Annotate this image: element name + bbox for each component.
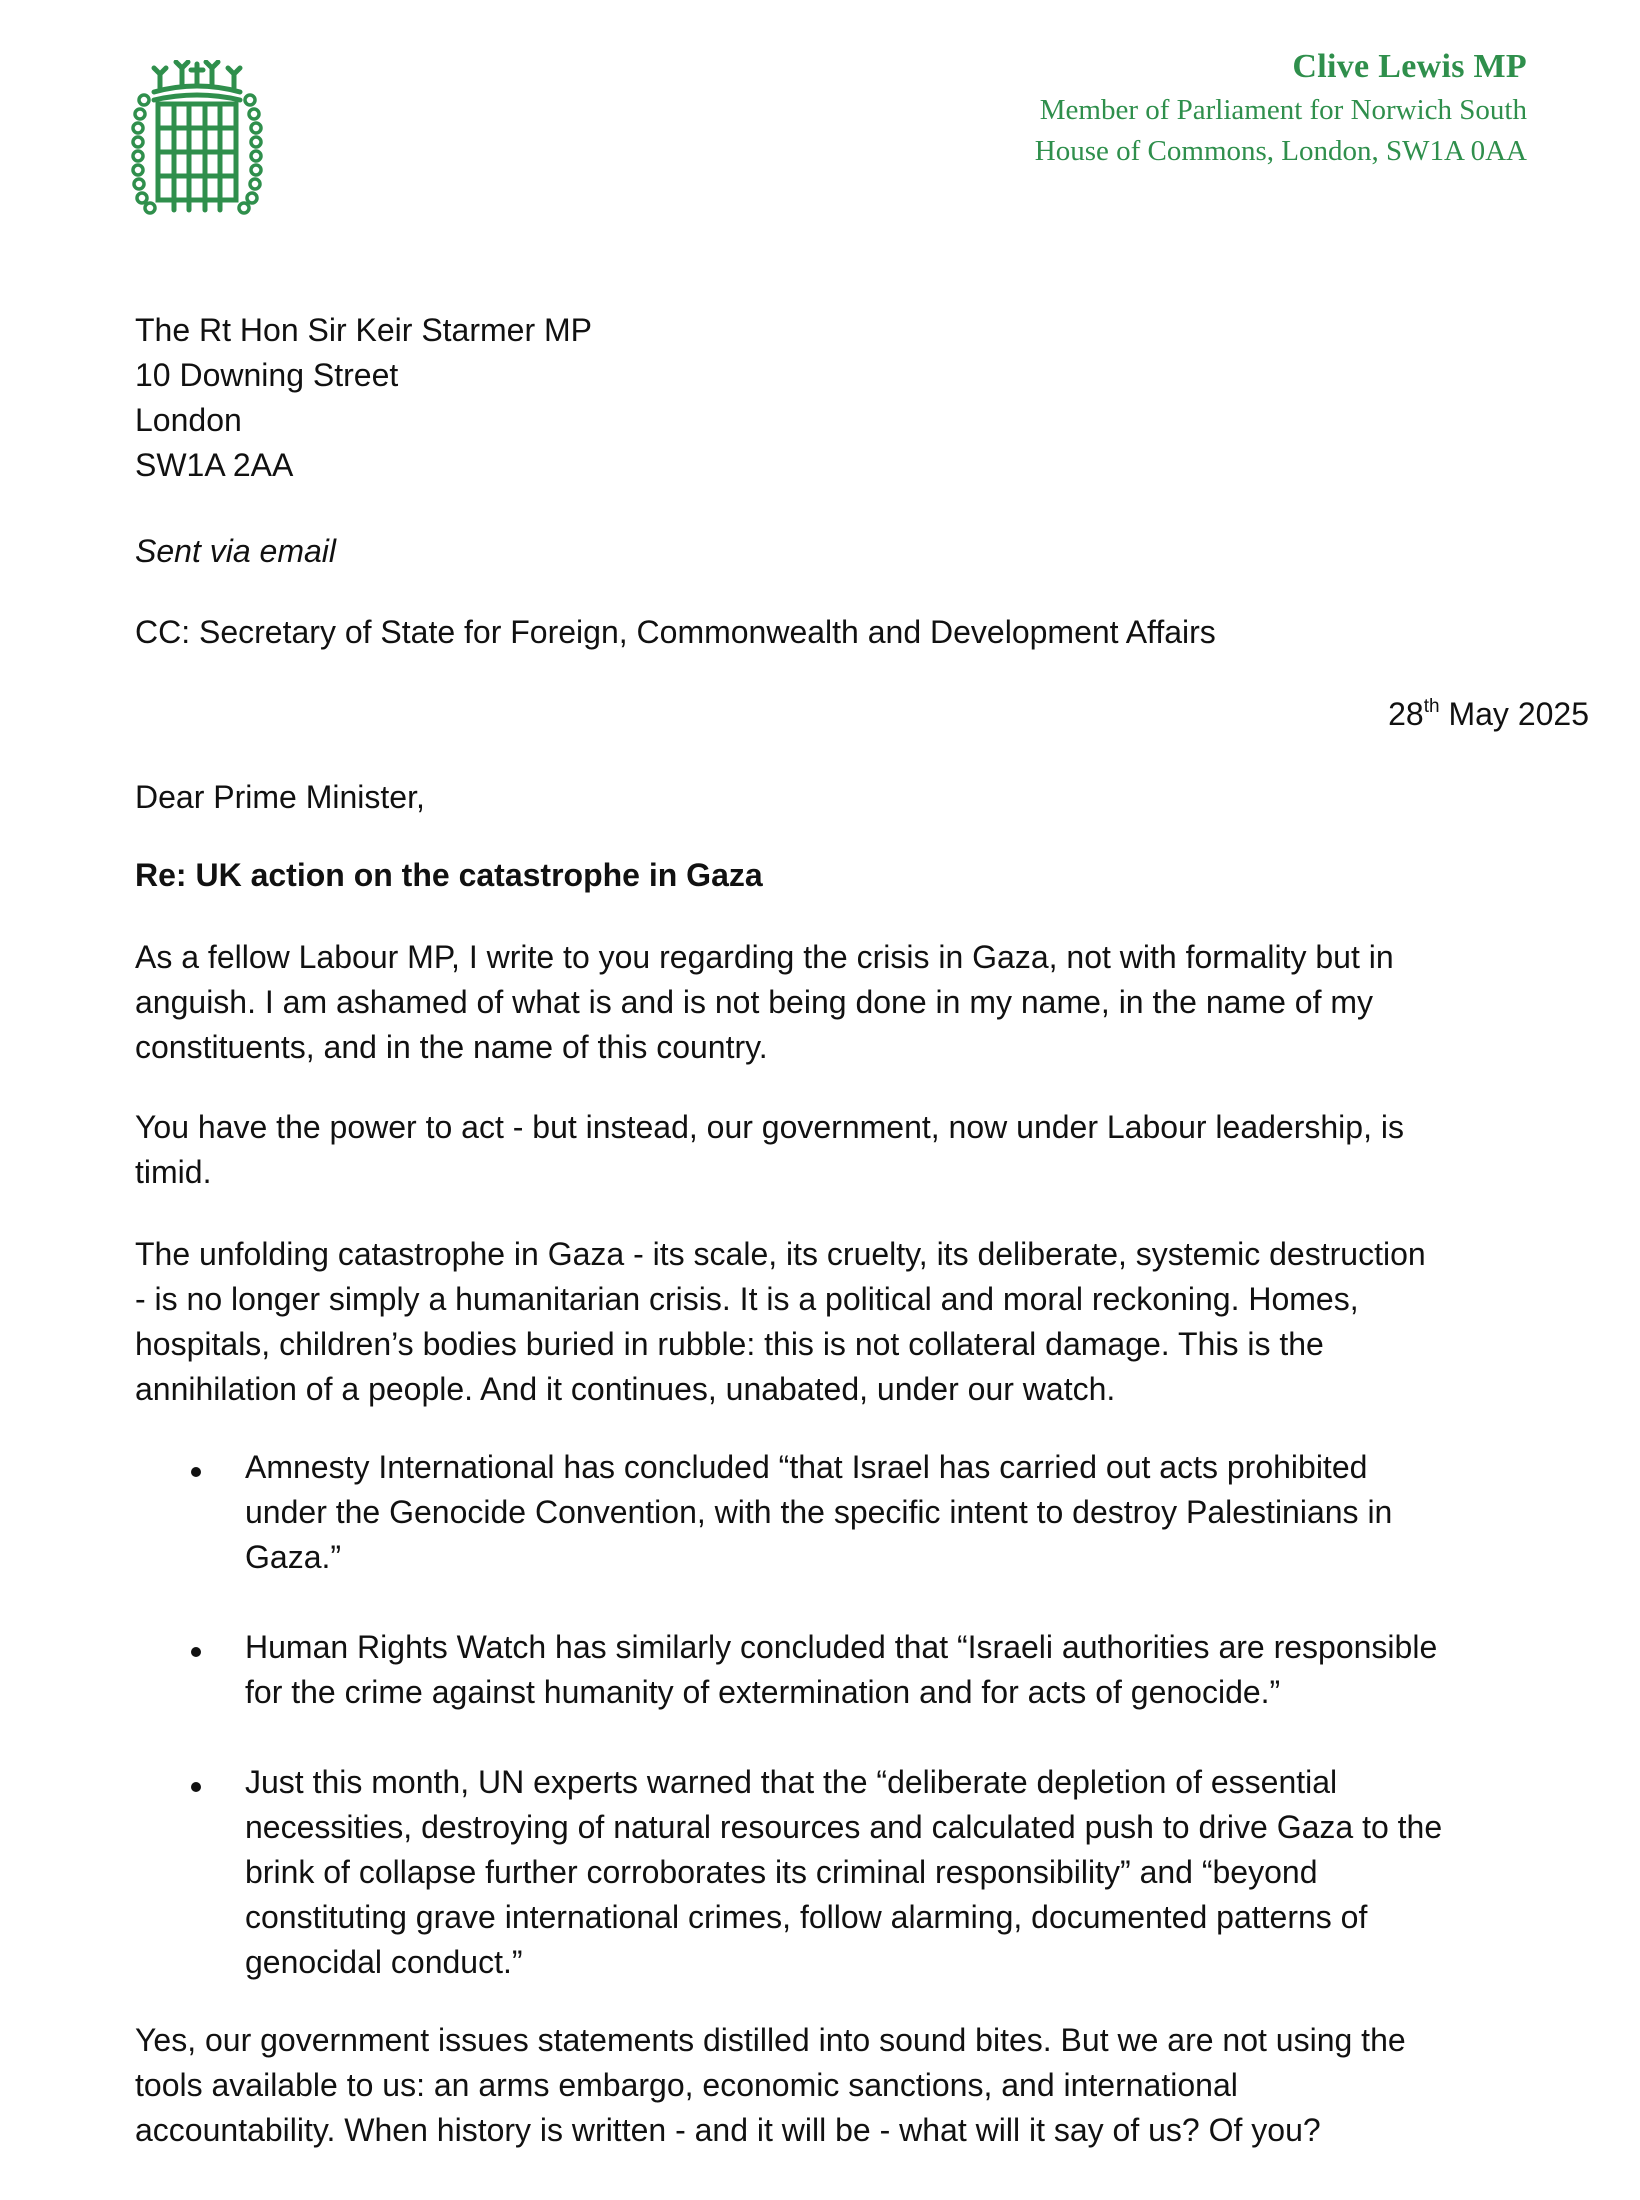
paragraph-line: As a fellow Labour MP, I write to you regarding the crisis in Gaza, not with formality but in [135, 939, 1394, 975]
paragraph-line: annihilation of a people. And it continues, unabated, under our watch. [135, 1371, 1116, 1407]
bullet-line: Gaza.” [245, 1539, 342, 1575]
letterhead [1035, 44, 1527, 172]
body-paragraph [135, 2018, 1406, 2153]
mp-name: Clive Lewis MP [1292, 48, 1527, 85]
paragraph-line: Yes, our government issues statements distilled into sound bites. But we are not using the [135, 2022, 1406, 2058]
bullet-text [245, 1625, 1437, 1715]
recipient-address [135, 308, 592, 488]
body-paragraph [135, 1105, 1404, 1195]
mp-address: House of Commons, London, SW1A 0AA [1034, 135, 1527, 167]
recipient-line: London [135, 402, 242, 438]
paragraph-line: tools available to us: an arms embargo, economic sanctions, and international [135, 2067, 1238, 2103]
body-paragraph [135, 1232, 1426, 1412]
bullet-line: genocidal conduct.” [245, 1944, 523, 1980]
date-suffix: th [1423, 696, 1440, 717]
paragraph-line: anguish. I am ashamed of what is and is not being done in my name, in the name of my [135, 984, 1374, 1020]
paragraph-line: accountability. When history is written - and it will be - what will it say of us? Of you? [135, 2112, 1321, 2148]
recipient-line: The Rt Hon Sir Keir Starmer MP [135, 312, 592, 348]
bullet-line: constituting grave international crimes, follow alarming, documented patterns of [245, 1899, 1368, 1935]
body-paragraph [135, 935, 1394, 1070]
bullet-line: for the crime against humanity of extermination and for acts of genocide.” [245, 1674, 1281, 1710]
bullet-text [245, 1760, 1442, 1985]
recipient-line: 10 Downing Street [135, 357, 399, 393]
bullet-line: Human Rights Watch has similarly concluded that “Israeli authorities are responsible [245, 1629, 1438, 1665]
bullet-line: necessities, destroying of natural resources and calculated push to drive Gaza to the [245, 1809, 1443, 1845]
bullet-icon [191, 1782, 201, 1792]
paragraph-line: constituents, and in the name of this country. [135, 1029, 768, 1065]
bullet-line: under the Genocide Convention, with the specific intent to destroy Palestinians in [245, 1494, 1393, 1530]
recipient-line: SW1A 2AA [135, 447, 294, 483]
sent-via-note: Sent via email [135, 533, 336, 569]
bullet-line: Amnesty International has concluded “that Israel has carried out acts prohibited [245, 1449, 1368, 1485]
paragraph-line: You have the power to act - but instead, our government, now under Labour leadership, is [135, 1109, 1404, 1145]
paragraph-line: The unfolding catastrophe in Gaza - its scale, its cruelty, its deliberate, systemic destruction [135, 1236, 1426, 1272]
paragraph-line: timid. [135, 1154, 212, 1190]
cc-line: CC: Secretary of State for Foreign, Commonwealth and Development Affairs [135, 614, 1216, 650]
bullet-icon [191, 1647, 201, 1657]
bullet-line: Just this month, UN experts warned that the “deliberate depletion of essential [245, 1764, 1338, 1800]
bullet-text [245, 1445, 1392, 1580]
bullet-line: brink of collapse further corroborates its criminal responsibility” and “beyond [245, 1854, 1318, 1890]
date-day: 28 [1388, 696, 1424, 732]
mp-constituency: Member of Parliament for Norwich South [1039, 94, 1527, 126]
salutation: Dear Prime Minister, [135, 779, 425, 815]
subject-line: Re: UK action on the catastrophe in Gaza [135, 857, 763, 893]
paragraph-line: - is no longer simply a humanitarian crisis. It is a political and moral reckoning. Homes, [135, 1281, 1359, 1317]
date-rest: May 2025 [1439, 696, 1589, 732]
letter-date [1388, 692, 1589, 737]
portcullis-icon [130, 60, 265, 215]
paragraph-line: hospitals, children’s bodies buried in rubble: this is not collateral damage. This is the [135, 1326, 1324, 1362]
bullet-icon [191, 1467, 201, 1477]
